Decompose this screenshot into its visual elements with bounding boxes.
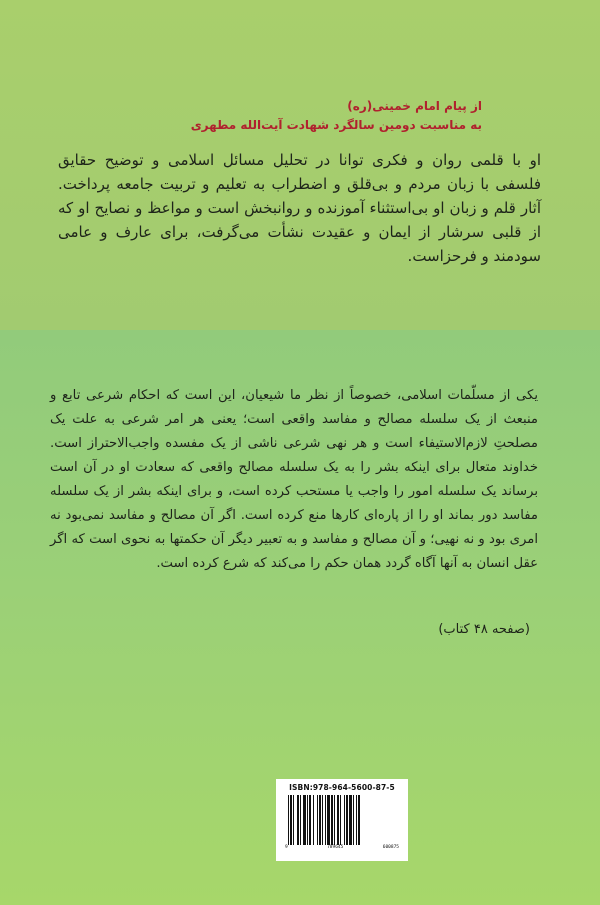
barcode-bar: [309, 795, 311, 845]
barcode-bar: [346, 795, 348, 845]
barcode-bar: [344, 795, 345, 845]
barcode-digits: [281, 845, 403, 850]
barcode-digit-right: 600875: [382, 845, 399, 850]
barcode-bars: [286, 795, 398, 845]
barcode-bar: [300, 795, 301, 845]
khomeini-quote: او با قلمی روان و فکری توانا در تحلیل مسائل اسلامی و توضیح حقایق فلسفی با زبان مردم و بی‌قلق و اضطراب به تعلیم و تربیت جامعه پرداخت. آثار قلم و زبان او بی‌استثناء آموزنده و روانبخش است و مواعظ و نصایح او که از قلبی سرشار از ایمان و عقیدت نشأت می‌گرفت، برای عارف و عامی سودمند و فرحزاست.: [58, 151, 541, 265]
barcode-bar: [334, 795, 335, 845]
barcode-bar: [319, 795, 321, 845]
isbn-text: ISBN:978-964-5600-87-5: [289, 783, 395, 792]
barcode-digit-left: 9: [285, 845, 288, 850]
quote-heading: [182, 97, 482, 135]
barcode-bar: [358, 795, 360, 845]
barcode-bar: [337, 795, 339, 845]
barcode-bar: [297, 795, 299, 845]
barcode-bar: [322, 795, 323, 845]
heading-line-2: به مناسبت دومین سالگرد شهادت آیت‌الله مطهری: [190, 118, 482, 132]
barcode-bar: [293, 795, 294, 845]
book-excerpt: یکی از مسلّمات اسلامی، خصوصاً از نظر ما شیعیان، این است که احکام شرعی تابع و منبعث از یک سلسله مصالح و مفاسد واقعی است؛ یعنی هر امر شرعی به علت یک مصلحتِ لازم‌الاستیفاء است و هر نهی شرعی ناشی از یک مفسده واجب‌الاحتراز است. خداوند متعال برای اینکه بشر را به یک سلسله مصالح واقعی که سعادت او در آن است برساند یک سلسله امور را واجب یا مستحب کرده است، و برای اینکه بشر از یک سلسله مفاسد دور بماند او را از پاره‌ای کارها منع کرده است. اگر آن مصالح و مفاسد نمی‌بود نه امری بود و نه نهیی؛ و آن مصالح و مفاسد و به تعبیر دیگر آن حکمتها به نحوی است که اگر عقل انسان به آنها آگاه گردد همان حکم را می‌کند که شرع کرده است.: [50, 388, 538, 571]
barcode-bar: [313, 795, 314, 845]
barcode-bar: [288, 795, 289, 845]
barcode-bar: [353, 795, 354, 845]
barcode-bar: [331, 795, 333, 845]
barcode-bar: [307, 795, 308, 845]
barcode-bar: [290, 795, 292, 845]
heading-line-1: از پیام امام خمینی(ره): [347, 99, 482, 113]
barcode-label: [276, 779, 408, 861]
barcode-bar: [327, 795, 330, 845]
barcode-bar: [356, 795, 357, 845]
barcode-digit-mid: 789645: [327, 845, 344, 850]
excerpt-source: (صفحه ۴۸ کتاب): [438, 622, 530, 637]
barcode-bar: [340, 795, 341, 845]
barcode-bar: [317, 795, 318, 845]
barcode-bar: [303, 795, 306, 845]
barcode-bar: [325, 795, 326, 845]
barcode-bar: [349, 795, 352, 845]
